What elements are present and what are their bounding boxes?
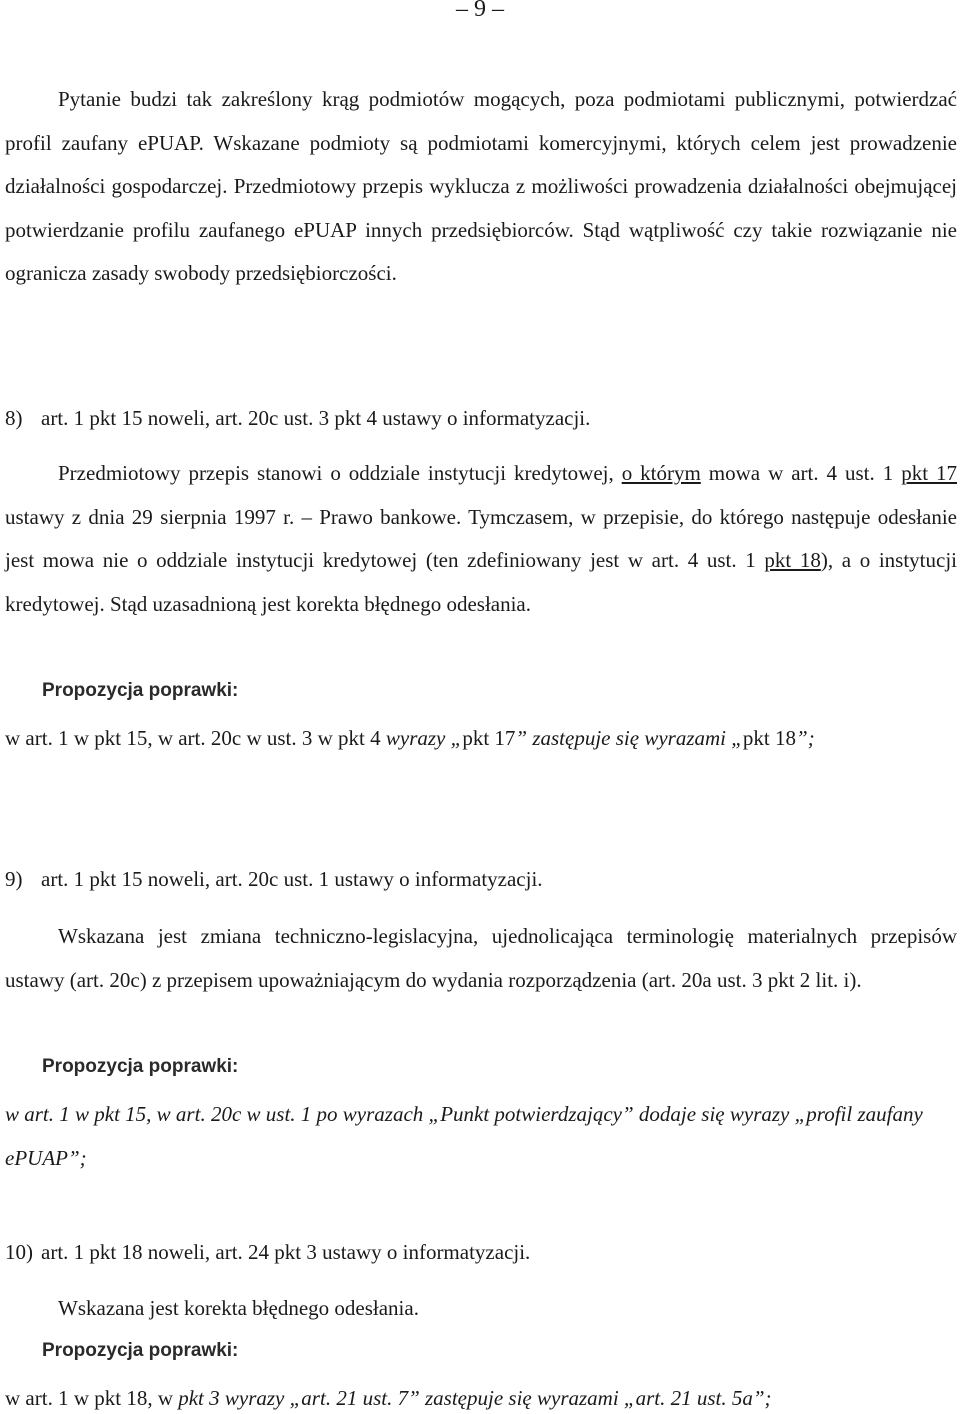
item-8-title: art. 1 pkt 15 noweli, art. 20c ust. 3 pkt 4 ustawy o informatyzacji. [41, 406, 591, 430]
item-8-number: 8) [5, 406, 23, 430]
item-10-title: art. 1 pkt 18 noweli, art. 24 pkt 3 ustawy o informatyzacji. [41, 1240, 531, 1264]
intro-paragraph: Pytanie budzi tak zakreślony krąg podmiotów mogących, poza podmiotami publicznymi, potwierdzać profil zaufany ePUAP. Wskazane podmioty są podmiotami komercyjnymi, których celem jest prowadzenie działalności gospodarczej. Przedmiotowy przepis wyklucza z możliwości prowadzenia działalności obejmującej potwierdzanie profilu zaufanego ePUAP innych przedsiębiorców. Stąd wątpliwość czy takie rozwiązanie nie ogranicza zasady swobody przedsiębiorczości. [5, 87, 957, 286]
item-8-body: Przedmiotowy przepis stanowi o oddziale instytucji kredytowej, o którym mowa w art. 4 ust. 1 pkt 17 ustawy z dnia 29 sierpnia 1997 r. – Prawo bankowe. Tymczasem, w przepisie, do którego następuje odesłanie jest mowa nie o oddziale instytucji kredytowej (ten zdefiniowany jest w art. 4 ust. 1 pkt 18), a o instytucji kredytowej. Stąd uzasadnioną jest korekta błędnego odesłania. [5, 461, 957, 616]
item-10-number: 10) [5, 1240, 33, 1264]
item-8-proposal-label: Propozycja poprawki: [42, 680, 239, 701]
item-10-proposal-text: w art. 1 w pkt 18, w pkt 3 wyrazy „art. 21 ust. 7” zastępuje się wyrazami „art. 21 ust. 5a”; [5, 1386, 772, 1410]
item-8-proposal-text: w art. 1 w pkt 15, w art. 20c w ust. 3 w pkt 4 wyrazy „pkt 17” zastępuje się wyrazami „pkt 18”; [5, 726, 815, 750]
item-9-heading [5, 864, 543, 894]
item-9-number: 9) [5, 867, 23, 891]
item-9-body: Wskazana jest zmiana techniczno-legislacyjna, ujednolicająca terminologię materialnych przepisów ustawy (art. 20c) z przepisem upoważniającym do wydania rozporządzenia (art. 20a ust. 3 pkt 2 lit. i). [5, 924, 957, 992]
item-10-body: Wskazana jest korekta błędnego odesłania. [58, 1296, 419, 1320]
item-8-heading [5, 403, 590, 433]
page-number: – 9 – [456, 0, 504, 22]
item-9-proposal-text: w art. 1 w pkt 15, w art. 20c w ust. 1 po wyrazach „Punkt potwierdzający” dodaje się wyrazy „profil zaufany ePUAP”; [5, 1102, 923, 1170]
item-9-proposal-label: Propozycja poprawki: [42, 1056, 239, 1077]
item-10-proposal-label: Propozycja poprawki: [42, 1340, 239, 1361]
item-9-title: art. 1 pkt 15 noweli, art. 20c ust. 1 ustawy o informatyzacji. [41, 867, 543, 891]
item-10-heading [5, 1237, 530, 1267]
